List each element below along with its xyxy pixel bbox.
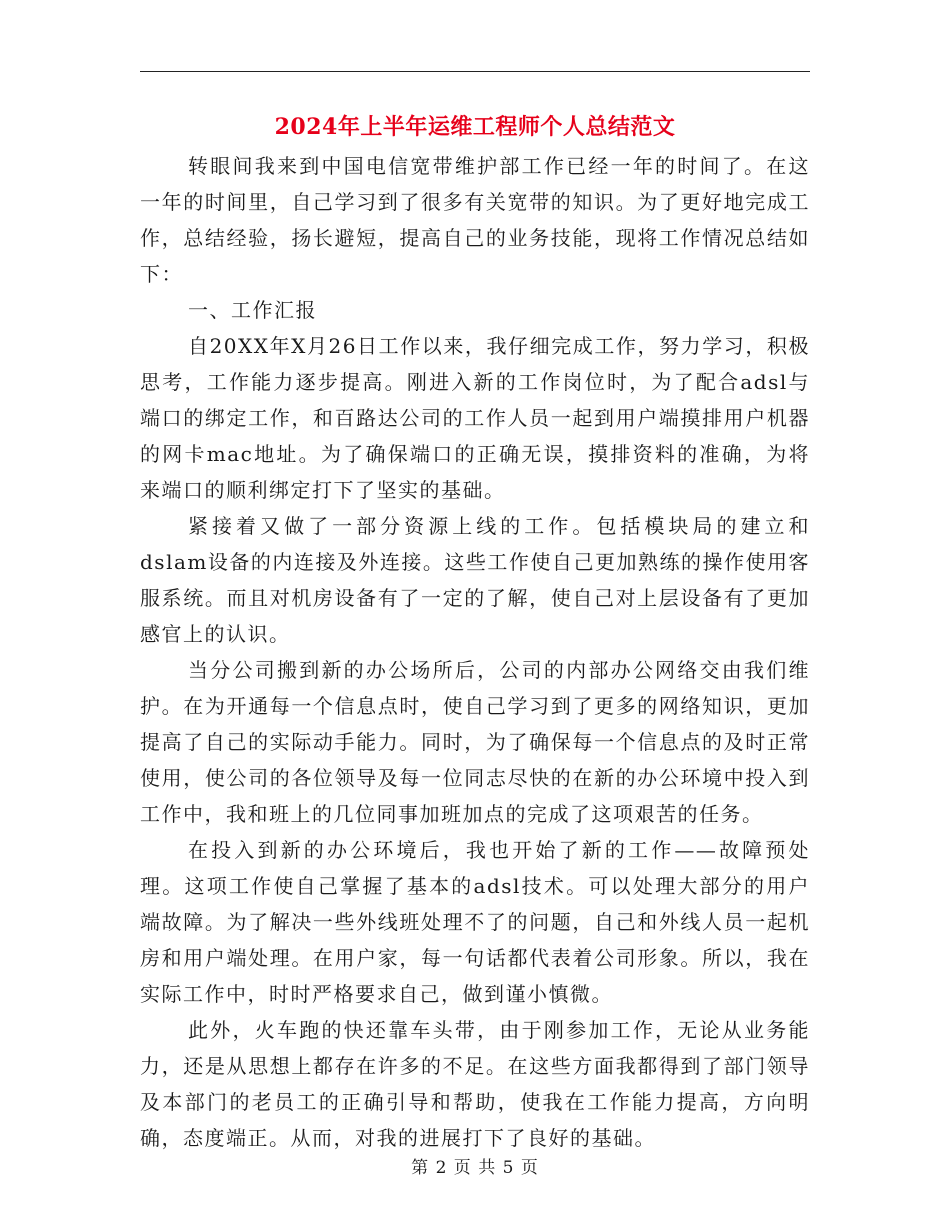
paragraph: 此外，火车跑的快还靠车头带，由于刚参加工作，无论从业务能力，还是从思想上都存在许多的不足。在这些方面我都得到了部门领导及本部门的老员工的正确引导和帮助，使我在工作能力提高，方向明确，态度端正。从而，对我的进展打下了良好的基础。 bbox=[140, 1018, 810, 1150]
section-heading: 一、工作汇报 bbox=[188, 298, 317, 322]
document-body bbox=[140, 148, 810, 1156]
paragraph-intro: 转眼间我来到中国电信宽带维护部工作已经一年的时间了。在这一年的时间里，自己学习到了很多有关宽带的知识。为了更好地完成工作，总结经验，扬长避短，提高自己的业务技能，现将工作情况总结如下： bbox=[140, 154, 810, 286]
paragraph: 在投入到新的办公环境后，我也开始了新的工作——故障预处理。这项工作使自己掌握了基本的adsl技术。可以处理大部分的用户端故障。为了解决一些外线班处理不了的问题，自己和外线人员一起机房和用户端处理。在用户家，每一句话都代表着公司形象。所以，我在实际工作中，时时严格要求自己，做到谨小慎微。 bbox=[140, 838, 810, 1006]
paragraph: 自20XX年X月26日工作以来，我仔细完成工作，努力学习，积极思考，工作能力逐步提高。刚进入新的工作岗位时，为了配合adsl与端口的绑定工作，和百路达公司的工作人员一起到用户端摸排用户机器的网卡mac地址。为了确保端口的正确无误，摸排资料的准确，为将来端口的顺利绑定打下了坚实的基础。 bbox=[140, 334, 810, 502]
document-title: 2024年上半年运维工程师个人总结范文 bbox=[274, 114, 676, 140]
paragraph: 紧接着又做了一部分资源上线的工作。包括模块局的建立和dslam设备的内连接及外连接。这些工作使自己更加熟练的操作使用客服系统。而且对机房设备有了一定的了解，使自己对上层设备有了更加感官上的认识。 bbox=[140, 514, 810, 646]
header-rule bbox=[140, 71, 810, 72]
paragraph: 当分公司搬到新的办公场所后，公司的内部办公网络交由我们维护。在为开通每一个信息点时，使自己学习到了更多的网络知识，更加提高了自己的实际动手能力。同时，为了确保每一个信息点的及时正常使用，使公司的各位领导及每一位同志尽快的在新的办公环境中投入到工作中，我和班上的几位同事加班加点的完成了这项艰苦的任务。 bbox=[140, 658, 810, 826]
page-number: 第 2 页 共 5 页 bbox=[411, 1158, 539, 1178]
